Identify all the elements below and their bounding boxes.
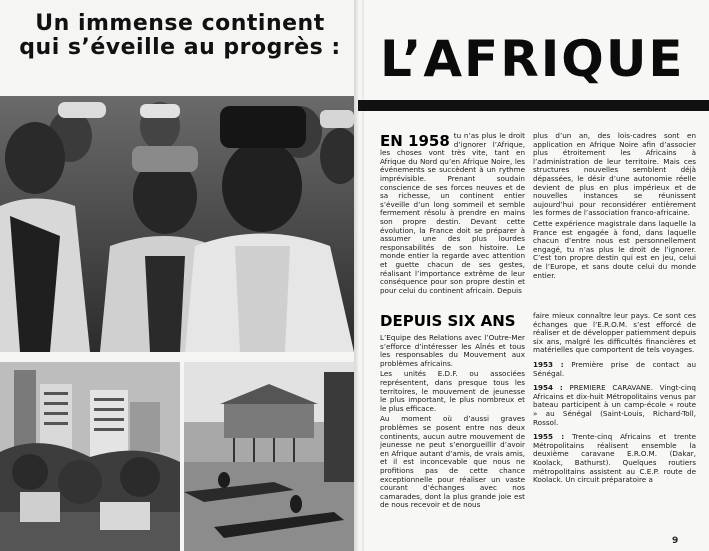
title-rule bbox=[358, 100, 709, 111]
photo-river-illustration bbox=[184, 362, 354, 551]
section2-col2-paragraph-1: faire mieux connaître leur pays. Ce sont ces échanges que l’E.R.O.M. s’est efforcé de réaliser et de développer patiemment depuis six ans, malgré les difficultés financières et matérielles que comportent de tels voyages. bbox=[533, 311, 696, 355]
year-1954-text: PREMIERE CARAVANE. Vingt-cinq Africains et dix-huit Métropolitains venus par bateau participent à un camp-école « route » au Sénégal (Saint-Louis, Richard-Toll, Rossol. bbox=[533, 383, 696, 427]
photo-river bbox=[184, 362, 354, 551]
section2-column-1 bbox=[380, 334, 525, 512]
section2-heading: DEPUIS SIX ANS bbox=[380, 312, 516, 330]
photo-portrait bbox=[0, 96, 354, 352]
year-1953-text: Première prise de contact au Sénégal. bbox=[533, 359, 696, 378]
photo-portrait-illustration bbox=[0, 96, 354, 352]
headline-line-2: qui s’éveille au progrès : bbox=[19, 35, 341, 60]
section2-col1-paragraph-1: L’Equipe des Relations avec l’Outre-Mer s’efforce d’intéresser les Aînés et tous les responsables du Mouvement aux problèmes africains. bbox=[380, 333, 525, 368]
section1-heading: EN 1958 bbox=[380, 132, 450, 150]
headline bbox=[12, 12, 348, 60]
year-1953-label: 1953 : bbox=[533, 359, 564, 369]
photo-city-illustration bbox=[0, 362, 180, 551]
section1-col2-paragraph-1: plus d’un an, des lois-cadres sont en application en Afrique Noire afin d’associer plus étroitement les Africains à l’administration de leur territoire. Mais ces structures nouvelles semblent déjà dépassées, le désir d’une autonomie réelle devient de plus en plus impérieux et de nouvelles instances se réunissent aujourd’hui pour reconsidérer entièrement les formes de l’association franco-africaine. bbox=[533, 131, 696, 218]
section1-col2-paragraph-2: Cette expérience magistrale dans laquelle la France est engagée à fond, dans laquelle chacun d’entre nous est personnellement engagé, tu n’as plus le droit de l’ignorer. C’est ton propre destin qui est en jeu, celui de l’Europe, et sans doute celui du monde entier. bbox=[533, 218, 696, 280]
photo-city bbox=[0, 362, 180, 551]
section2-column-2 bbox=[533, 312, 696, 487]
year-1954-entry bbox=[533, 384, 696, 427]
page-number: 9 bbox=[672, 536, 679, 546]
year-1955-entry bbox=[533, 433, 696, 485]
headline-line-1: Un immense continent bbox=[35, 11, 325, 36]
year-1955-label: 1955 : bbox=[533, 432, 565, 442]
year-1955-text: Trente-cinq Africains et trente Métropolitains réalisent ensemble la deuxième caravane E.R.O.M. (Dakar, Koolack, Bathurst). Quelques routiers métropolitains assistent au C.E.P. route de Koolack. Un circuit préparatoire a bbox=[533, 432, 697, 485]
section2-col1-paragraph-3: Au moment où d’aussi graves problèmes se posent entre nos deux continents, aucun autre mouvement de jeunesse ne peut s’enorgueillir d’avoir en Afrique autant d’amis, de vrais amis, et il est inconcevable que nous ne profitions pas de cette chance exceptionnelle pour réaliser un vaste courant d’échanges avec nos camarades, dont la plus grande joie est de nous recevoir et de nous bbox=[380, 414, 525, 510]
section1-column-1 bbox=[380, 132, 525, 295]
section1-col1-text: tu n’as plus le droit d’ignorer l’Afrique, les choses vont très vite, tant en Afrique du Nord qu’en Afrique Noire, les événements se succèdent à un rythme imprévisible. Prenant soudain conscience de ses forces neuves et de sa richesse, un continent entier s’éveille d’un long sommeil et semble fermement résolu à prendre en mains son propre destin. Devant cette évolution, la France doit se préparer à assumer une des plus lourdes responsabilités de son histoire. Le monde entier la regarde avec attention et guette chacun de ses gestes, réalisant l’importance extrême de leur conséquence pour son propre destin et pour celui du continent africain. Depuis bbox=[380, 131, 525, 295]
page-gutter bbox=[354, 0, 364, 551]
page-title: L’AFRIQUE bbox=[380, 30, 685, 88]
year-1954-label: 1954 : bbox=[533, 383, 563, 393]
section1-column-2 bbox=[533, 132, 696, 282]
section2-col1-paragraph-2: Les unités E.D.F. ou associées représentent, dans presque tous les territoires, le mouvement de jeunesse le plus important, le plus nombreux et le plus efficace. bbox=[380, 369, 525, 413]
year-1953-entry bbox=[533, 361, 696, 378]
